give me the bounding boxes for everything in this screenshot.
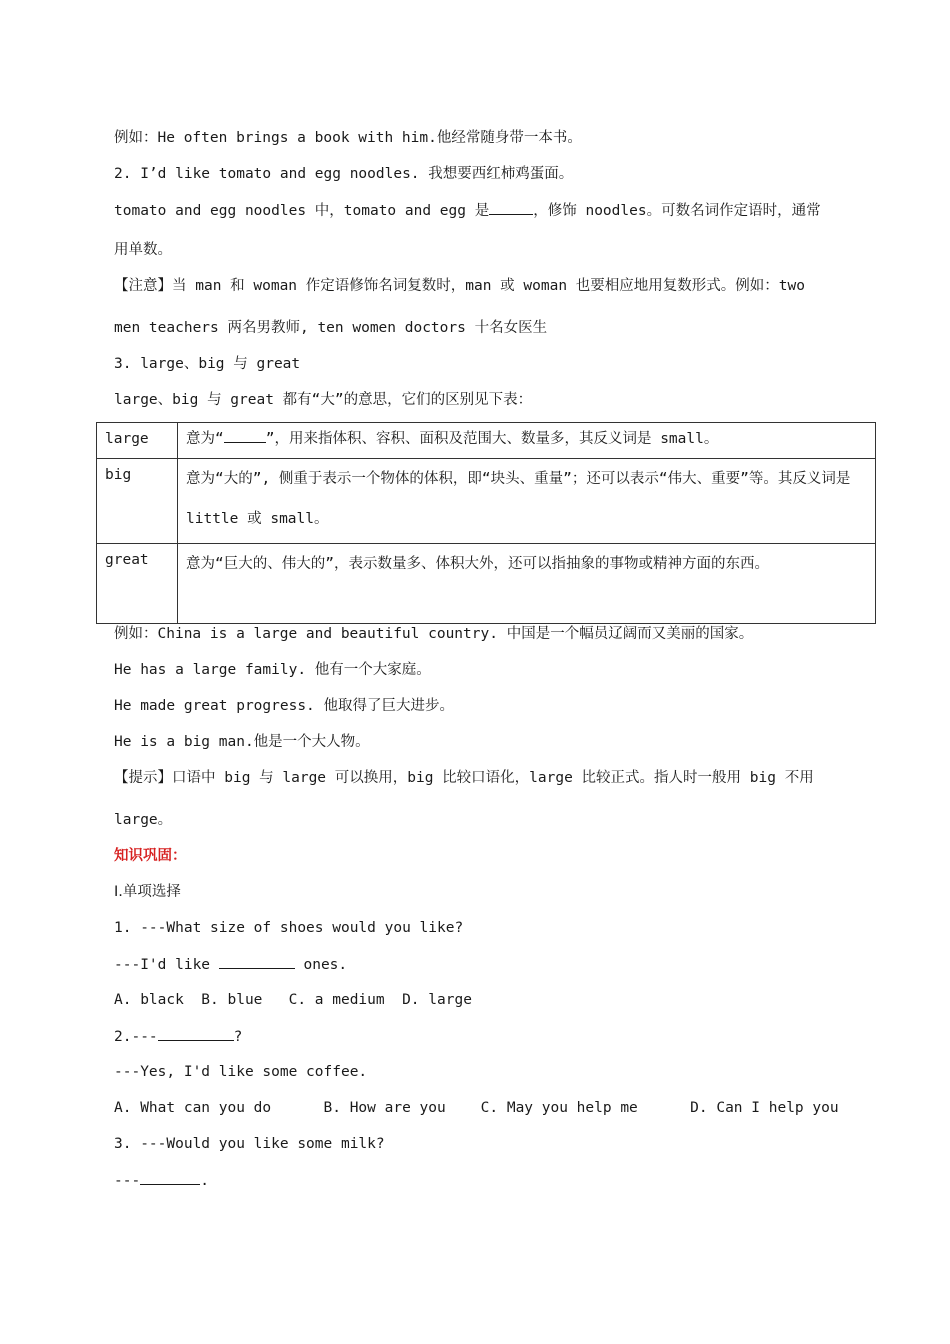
point-3-intro: large、big 与 great 都有“大”的意思，它们的区别见下表： bbox=[114, 392, 533, 408]
fill-blank[interactable] bbox=[489, 200, 533, 215]
comparison-table bbox=[96, 422, 876, 624]
table-cell-word: large bbox=[97, 423, 178, 459]
question-3-answer bbox=[114, 1170, 209, 1191]
part-heading: Ⅰ.单项选择 bbox=[114, 884, 181, 900]
question-2-options: A. What can you do B. How are you C. May you help me D. Can I help you bbox=[114, 1100, 839, 1116]
example-line-1: 例如：He often brings a book with him.他经常随身带一本书。 bbox=[114, 130, 582, 146]
question-prefix: 2.--- bbox=[114, 1029, 158, 1045]
answer-blank[interactable] bbox=[158, 1026, 234, 1041]
question-1-answer bbox=[114, 954, 347, 975]
question-1: 1. ---What size of shoes would you like? bbox=[114, 920, 464, 936]
answer-blank[interactable] bbox=[140, 1170, 200, 1185]
table-cell-word: great bbox=[97, 544, 178, 624]
table-cell-desc bbox=[178, 423, 876, 459]
desc-text-a: 意为“ bbox=[186, 431, 224, 447]
answer-prefix: --- bbox=[114, 1173, 141, 1189]
point-2-text-b: ，修饰 noodles。可数名词作定语时，通常 bbox=[533, 203, 821, 219]
table-cell-desc: 意为“大的”, 侧重于表示一个物体的体积，即“块头、重量”；还可以表示“伟大、重要”等。其反义词是 little 或 small。 bbox=[178, 459, 876, 544]
point-3-heading: 3. large、big 与 great bbox=[114, 356, 301, 372]
question-3: 3. ---Would you like some milk? bbox=[114, 1136, 385, 1152]
example-line-2: 例如：China is a large and beautiful country. 中国是一个幅员辽阔而又美丽的国家。 bbox=[114, 626, 754, 642]
point-2-explanation bbox=[114, 200, 821, 221]
answer-suffix: ones. bbox=[294, 957, 348, 973]
table-row bbox=[97, 544, 876, 624]
note-line-1: 【注意】当 man 和 woman 作定语修饰名词复数时，man 或 woman 也要相应地用复数形式。例如：two bbox=[114, 278, 805, 294]
table-row bbox=[97, 423, 876, 459]
answer-blank[interactable] bbox=[219, 954, 295, 969]
note-line-2: men teachers 两名男教师, ten women doctors 十名女医生 bbox=[114, 320, 548, 336]
point-2-explanation-cont: 用单数。 bbox=[114, 242, 172, 258]
tip-line-1: 【提示】口语中 big 与 large 可以换用，big 比较口语化，large 比较正式。指人时一般用 big 不用 bbox=[114, 770, 814, 786]
example-line-5: He is a big man.他是一个大人物。 bbox=[114, 734, 370, 750]
table-cell-word: big bbox=[97, 459, 178, 544]
table-cell-desc: 意为“巨大的、伟大的”，表示数量多、体积大外，还可以指抽象的事物或精神方面的东西。 bbox=[178, 544, 876, 624]
section-heading: 知识巩固： bbox=[114, 848, 187, 864]
question-1-options: A. black B. blue C. a medium D. large bbox=[114, 992, 472, 1008]
desc-text-b: ”，用来指体积、容积、面积及范围大、数量多，其反义词是 small。 bbox=[265, 431, 719, 447]
tip-line-2: large。 bbox=[114, 812, 173, 828]
point-2-heading: 2. I’d like tomato and egg noodles. 我想要西红柿鸡蛋面。 bbox=[114, 166, 574, 182]
answer-prefix: ---I'd like bbox=[114, 957, 219, 973]
question-suffix: ? bbox=[233, 1029, 243, 1045]
question-2-answer: ---Yes, I'd like some coffee. bbox=[114, 1064, 368, 1080]
example-line-4: He made great progress. 他取得了巨大进步。 bbox=[114, 698, 455, 714]
example-line-3: He has a large family. 他有一个大家庭。 bbox=[114, 662, 431, 678]
question-2 bbox=[114, 1026, 242, 1047]
fill-blank[interactable] bbox=[224, 428, 266, 443]
table-row bbox=[97, 459, 876, 544]
point-2-text-a: tomato and egg noodles 中，tomato and egg 是 bbox=[114, 203, 490, 219]
answer-suffix: . bbox=[200, 1173, 209, 1189]
